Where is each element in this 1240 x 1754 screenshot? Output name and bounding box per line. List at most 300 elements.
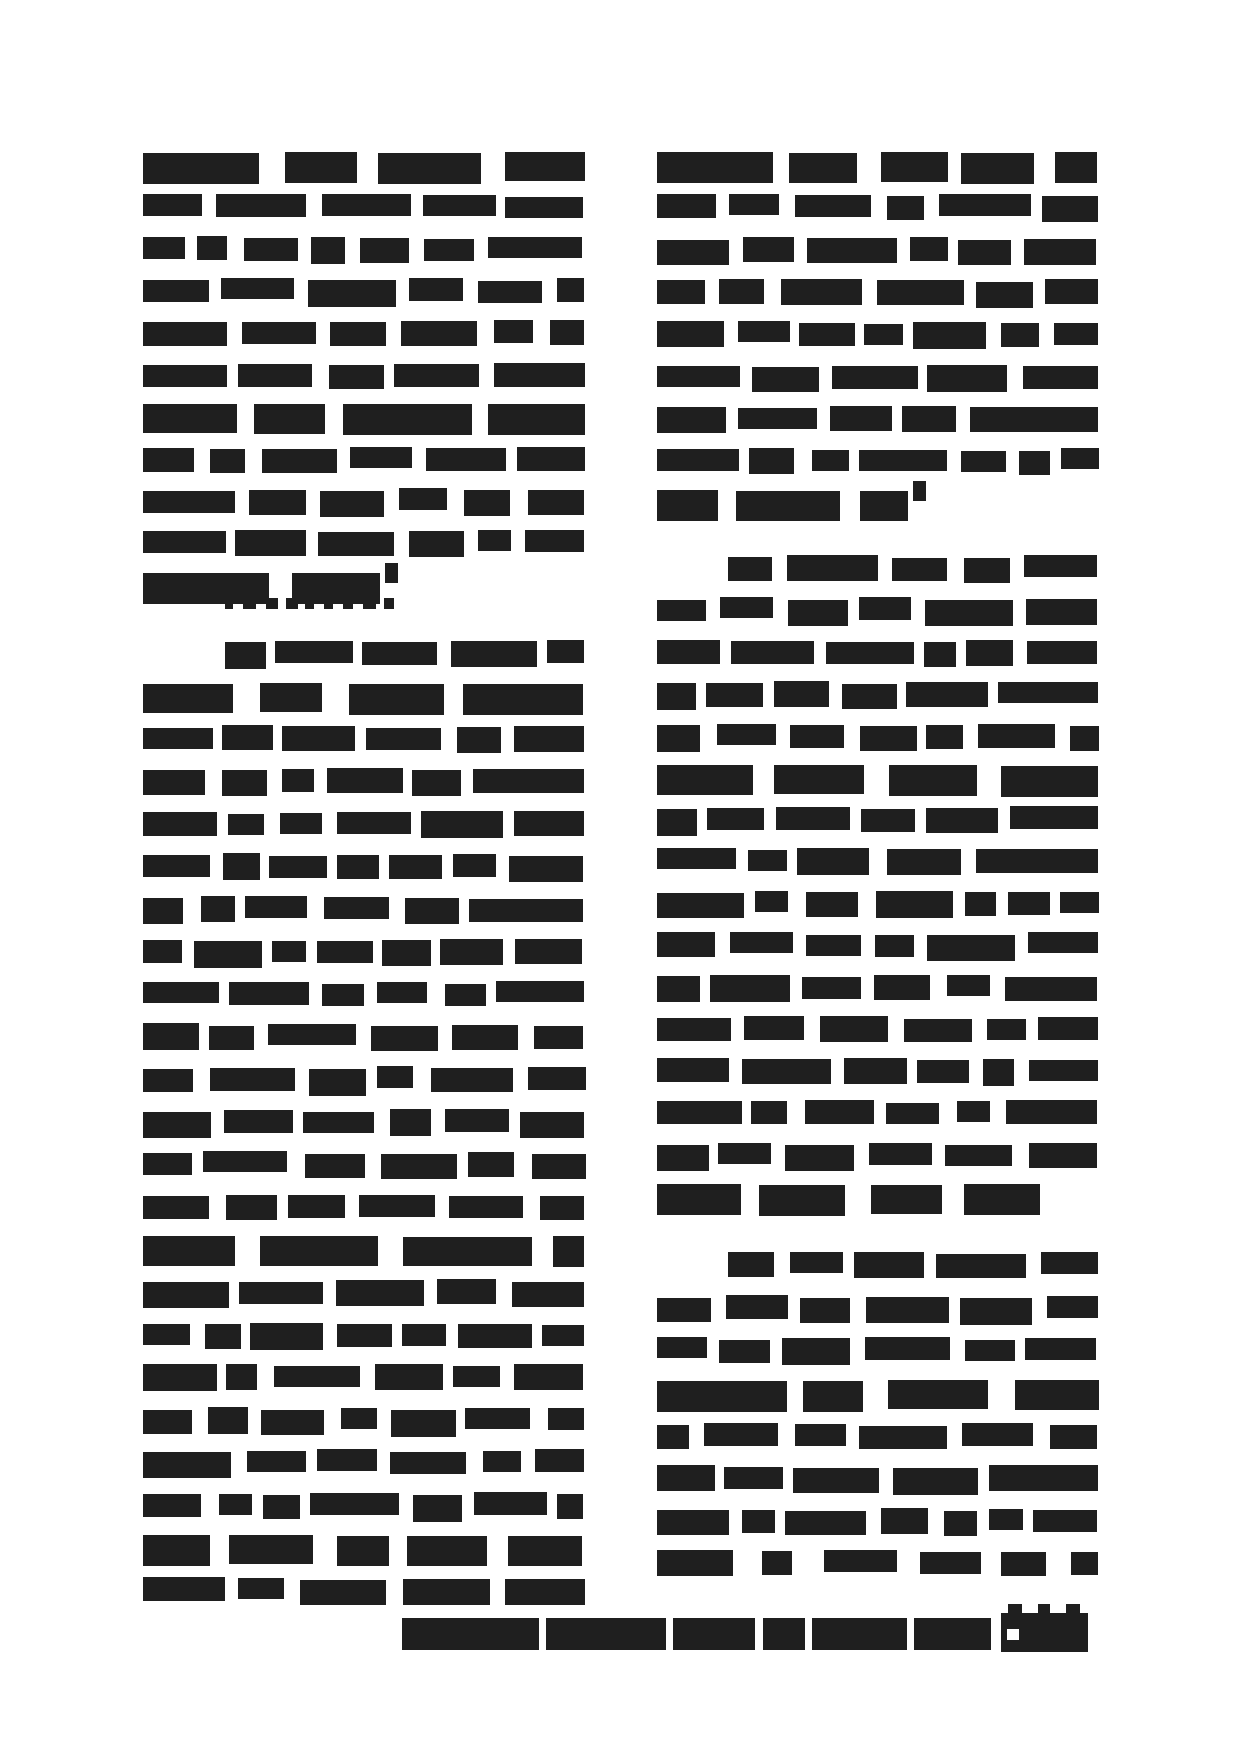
redacted-word — [512, 1282, 584, 1307]
redacted-text-line — [143, 152, 584, 183]
redacted-word — [892, 558, 947, 581]
redacted-word — [308, 280, 396, 307]
redacted-text-line — [657, 681, 1098, 708]
redacted-word — [341, 1408, 377, 1429]
redacted-word — [505, 197, 583, 218]
redacted-word — [143, 1494, 201, 1517]
redacted-word — [657, 280, 705, 304]
redacted-word — [790, 725, 844, 748]
redacted-word — [759, 1185, 845, 1216]
redacted-word — [349, 684, 444, 715]
redacted-word — [542, 1325, 584, 1346]
redacted-word — [958, 240, 1011, 265]
redacted-text-line — [657, 890, 1098, 917]
redacted-word — [657, 1145, 709, 1171]
redacted-word — [262, 449, 337, 473]
redacted-word — [375, 1364, 443, 1390]
redacted-word — [225, 642, 266, 669]
redacted-word — [795, 195, 871, 217]
redacted-text-line — [143, 1109, 584, 1136]
redacted-word — [377, 982, 427, 1003]
redacted-word — [889, 765, 977, 796]
redacted-text-line — [143, 683, 584, 714]
redacted-word — [363, 598, 376, 609]
redacted-word — [731, 641, 814, 664]
redacted-word — [920, 1552, 981, 1574]
redacted-word — [832, 366, 918, 389]
redacted-word — [336, 1280, 424, 1306]
redacted-word — [222, 770, 267, 796]
redacted-word — [547, 640, 584, 663]
redacted-word — [989, 1509, 1023, 1530]
redacted-word — [842, 684, 897, 709]
redacted-word — [1001, 323, 1039, 347]
redacted-word — [260, 683, 322, 712]
redacted-word — [409, 531, 464, 557]
redacted-word — [704, 1423, 778, 1446]
redacted-word — [728, 557, 772, 581]
redacted-word — [913, 322, 986, 349]
redacted-word — [242, 322, 316, 344]
footer-word — [402, 1618, 539, 1650]
paragraph — [143, 0, 584, 1754]
redacted-word — [1070, 726, 1099, 751]
redacted-word — [243, 598, 256, 609]
footer-word — [546, 1618, 666, 1650]
redacted-word — [876, 891, 953, 918]
redacted-word — [464, 490, 510, 516]
redacted-word — [1001, 1552, 1046, 1576]
redacted-word — [729, 194, 779, 215]
redacted-word — [864, 324, 903, 345]
redacted-word — [957, 1101, 990, 1122]
redacted-word — [719, 1340, 770, 1363]
redacted-word — [657, 1018, 731, 1041]
redacted-word — [143, 322, 227, 346]
redacted-word — [961, 153, 1034, 184]
redacted-word — [548, 1408, 584, 1430]
redacted-word — [657, 1550, 733, 1576]
redacted-word — [782, 1338, 850, 1365]
redacted-word — [869, 1143, 932, 1165]
redacted-word — [413, 1495, 462, 1522]
redacted-word — [865, 1337, 950, 1360]
redacted-word — [960, 1298, 1032, 1325]
redacted-word — [453, 1366, 500, 1387]
redacted-word — [738, 321, 790, 342]
redacted-text-line — [657, 1016, 1098, 1043]
redacted-word — [474, 1492, 547, 1515]
redacted-word — [800, 1298, 850, 1323]
redacted-word — [657, 976, 700, 1002]
redacted-word — [748, 850, 787, 871]
paragraph — [143, 0, 584, 1754]
redacted-word — [724, 1467, 783, 1489]
footnote-superscript-mark — [913, 481, 926, 501]
redacted-word — [382, 940, 431, 966]
redacted-word — [1027, 641, 1097, 664]
redacted-word — [337, 1324, 392, 1347]
redacted-word — [343, 598, 353, 609]
redacted-word — [280, 813, 322, 834]
redacted-text-line — [657, 1550, 1098, 1577]
redacted-word — [797, 848, 869, 875]
redacted-word — [305, 1154, 365, 1178]
redacted-word — [324, 897, 389, 919]
redacted-word — [143, 684, 233, 713]
redacted-word — [360, 238, 409, 263]
paragraph — [657, 0, 1098, 1754]
redacted-text-line — [143, 1194, 584, 1221]
redacted-word — [976, 282, 1033, 308]
redacted-text-line — [143, 1535, 584, 1566]
redacted-text-line — [728, 555, 1098, 582]
redacted-word — [402, 1324, 446, 1346]
redacted-word — [238, 364, 312, 387]
redacted-word — [143, 728, 213, 749]
redacted-word — [738, 408, 817, 429]
redacted-word — [657, 1381, 787, 1412]
redacted-word — [322, 984, 364, 1006]
redacted-word — [235, 530, 306, 556]
redacted-text-line — [143, 1151, 584, 1178]
redacted-word — [282, 726, 355, 751]
redacted-word — [945, 1145, 1012, 1166]
redacted-word — [405, 898, 459, 924]
redacted-word — [261, 1410, 324, 1435]
redacted-word — [229, 1535, 313, 1564]
redacted-text-line — [657, 321, 1098, 348]
redacted-word — [706, 683, 763, 707]
redacted-word — [143, 448, 194, 472]
redacted-word — [532, 1154, 586, 1179]
redacted-word — [437, 1279, 496, 1304]
redacted-word — [557, 278, 584, 302]
redacted-word — [744, 1016, 804, 1040]
redacted-text-line — [657, 1508, 1098, 1535]
redacted-word — [337, 1536, 389, 1566]
redacted-text-line — [657, 1142, 1098, 1169]
redacted-word — [194, 941, 262, 968]
redacted-word — [887, 849, 961, 875]
redacted-word — [1061, 448, 1099, 469]
redacted-text-line — [657, 152, 1098, 183]
redacted-text-line — [143, 768, 584, 795]
redacted-word — [774, 765, 864, 794]
redacted-text-line — [657, 806, 1098, 833]
redacted-word — [210, 449, 245, 473]
redacted-word — [263, 1495, 300, 1519]
redacted-word — [143, 491, 235, 513]
redacted-word — [824, 1550, 897, 1572]
redacted-word — [421, 811, 503, 838]
footer-word — [763, 1618, 805, 1650]
redacted-word — [143, 1577, 225, 1601]
redacted-word — [451, 641, 537, 667]
redacted-text-line — [657, 194, 1098, 221]
redacted-text-line — [657, 974, 1098, 1001]
redacted-text-line — [657, 1295, 1098, 1322]
footnote-superscript-mark — [385, 563, 398, 583]
redacted-text-line — [657, 1380, 1098, 1411]
redacted-word — [143, 982, 219, 1003]
redacted-word — [657, 1101, 742, 1124]
redacted-word — [965, 1340, 1015, 1361]
redacted-word — [861, 809, 915, 832]
redacted-word — [726, 1295, 788, 1319]
redacted-word — [1042, 196, 1098, 222]
redacted-word — [866, 1297, 949, 1323]
redacted-word — [378, 153, 481, 184]
redacted-word — [362, 642, 437, 665]
redacted-text-line — [143, 725, 584, 752]
redacted-word — [927, 365, 1007, 392]
redacted-word — [223, 853, 260, 880]
redacted-text-line — [143, 1577, 584, 1604]
redacted-word — [292, 573, 380, 604]
redacted-word — [720, 597, 773, 618]
redacted-word — [788, 600, 848, 626]
redacted-text-line — [143, 194, 584, 221]
redacted-word — [286, 598, 298, 609]
redacted-word — [1025, 1338, 1096, 1360]
redacted-word — [707, 808, 764, 830]
redacted-word — [657, 449, 739, 471]
redacted-word — [458, 1324, 532, 1348]
redacted-word — [249, 490, 306, 515]
redacted-text-line — [657, 490, 907, 521]
redacted-word — [329, 365, 384, 389]
redacted-word — [288, 1195, 345, 1218]
redacted-word — [394, 364, 479, 387]
redacted-word — [781, 279, 862, 305]
redacted-text-line — [143, 853, 584, 880]
redacted-word — [776, 807, 850, 830]
redacted-word — [1024, 555, 1097, 577]
redacted-word — [774, 681, 829, 707]
redacted-word — [987, 1019, 1026, 1040]
redacted-word — [978, 724, 1055, 748]
redacted-word — [799, 323, 855, 346]
redacted-word — [812, 450, 849, 471]
publisher-logo — [1001, 1604, 1088, 1652]
redacted-word — [143, 573, 269, 604]
redacted-word — [143, 1069, 193, 1092]
redacted-word — [944, 1511, 977, 1536]
redacted-word — [478, 530, 511, 551]
redacted-word — [983, 1059, 1014, 1086]
redacted-word — [407, 1536, 487, 1566]
redacted-text-line — [143, 1236, 584, 1267]
redacted-word — [657, 1425, 689, 1449]
redacted-word — [412, 770, 461, 796]
redacted-word — [505, 1579, 585, 1605]
redacted-word — [483, 1451, 521, 1472]
redacted-word — [657, 725, 700, 752]
redacted-word — [300, 1580, 386, 1605]
redacted-word — [350, 447, 412, 468]
redacted-word — [535, 1449, 584, 1472]
redacted-word — [229, 982, 309, 1005]
redacted-word — [719, 279, 764, 304]
redacted-word — [1038, 1017, 1098, 1040]
redacted-word — [494, 320, 533, 343]
redacted-word — [902, 406, 956, 432]
redacted-word — [553, 1236, 584, 1267]
redacted-word — [238, 1578, 284, 1599]
footer-word — [673, 1618, 755, 1650]
redacted-word — [657, 1337, 707, 1358]
redacted-text-line — [143, 811, 584, 838]
redacted-word — [998, 682, 1098, 703]
redacted-word — [936, 1254, 1026, 1278]
redacted-text-line — [657, 237, 1098, 264]
redacted-word — [143, 194, 202, 216]
redacted-word — [440, 939, 503, 965]
redacted-word — [755, 891, 788, 912]
redacted-word — [877, 280, 964, 305]
redacted-text-line — [143, 404, 584, 435]
redacted-word — [1001, 766, 1098, 797]
redacted-word — [203, 1151, 287, 1172]
redacted-word — [381, 1154, 457, 1179]
redacted-word — [247, 1451, 306, 1472]
redacted-word — [468, 1152, 514, 1177]
redacted-word — [657, 1510, 729, 1535]
redacted-word — [143, 1535, 210, 1566]
redacted-word — [906, 682, 988, 707]
logo-hole — [1007, 1629, 1019, 1640]
redacted-word — [275, 641, 353, 663]
redacted-word — [657, 1465, 715, 1491]
redacted-word — [250, 1323, 323, 1350]
redacted-word — [222, 725, 273, 750]
redacted-word — [881, 152, 948, 182]
redacted-word — [1054, 323, 1098, 345]
redacted-word — [657, 194, 716, 218]
redacted-word — [327, 768, 403, 793]
redacted-word — [473, 769, 584, 793]
redacted-word — [860, 491, 908, 521]
redacted-word — [208, 1407, 248, 1434]
redacted-word — [743, 237, 794, 262]
redacted-word — [1023, 366, 1098, 389]
redacted-word — [826, 642, 914, 664]
redacted-word — [143, 237, 185, 259]
redacted-word — [657, 366, 740, 387]
redacted-word — [305, 598, 314, 609]
redacted-word — [266, 598, 278, 609]
redacted-word — [1045, 279, 1098, 304]
redacted-word — [730, 932, 793, 953]
redacted-word — [371, 1026, 438, 1051]
redacted-word — [1029, 1060, 1098, 1081]
redacted-word — [961, 451, 1006, 472]
redacted-word — [269, 856, 327, 878]
redacted-word — [871, 1185, 942, 1214]
redacted-word — [508, 1536, 582, 1566]
redacted-word — [303, 1112, 374, 1133]
redacted-word — [244, 238, 298, 261]
redacted-word — [970, 407, 1098, 432]
redacted-word — [359, 1195, 435, 1217]
redacted-text-line — [657, 279, 1098, 306]
redacted-word — [820, 1016, 888, 1042]
redacted-word — [787, 555, 878, 581]
redacted-word — [806, 892, 858, 917]
redacted-word — [317, 941, 373, 963]
redacted-word — [976, 849, 1098, 873]
redacted-word — [337, 855, 379, 879]
redacted-word — [749, 448, 794, 474]
redacted-word — [228, 814, 264, 835]
redacted-word — [318, 532, 394, 556]
redacted-word — [736, 491, 840, 521]
redacted-word — [1008, 892, 1050, 915]
footer-word — [812, 1618, 907, 1650]
redacted-text-line — [143, 530, 584, 557]
redacted-word — [1055, 152, 1097, 183]
redacted-word — [409, 278, 463, 301]
redacted-text-line — [657, 1100, 1098, 1127]
redacted-word — [964, 558, 1010, 583]
redacted-word — [893, 1468, 978, 1495]
redacted-word — [1050, 1425, 1097, 1449]
redacted-text-line — [143, 938, 584, 965]
redacted-word — [426, 448, 506, 471]
redacted-word — [453, 854, 496, 877]
redacted-word — [282, 769, 314, 792]
redacted-word — [785, 1145, 854, 1171]
redacted-word — [496, 981, 584, 1002]
redacted-word — [488, 404, 585, 435]
redacted-word — [424, 239, 474, 261]
redacted-word — [752, 367, 819, 392]
redacted-word — [330, 322, 386, 346]
redacted-word — [710, 975, 790, 1002]
redacted-word — [143, 365, 227, 387]
redacted-word — [226, 1364, 257, 1390]
redacted-word — [423, 195, 496, 216]
redacted-word — [143, 1236, 235, 1266]
redacted-word — [343, 404, 472, 435]
redacted-word — [657, 240, 729, 265]
redacted-word — [1071, 1552, 1098, 1575]
paragraph — [657, 0, 1098, 1754]
redacted-text-line — [143, 236, 584, 263]
redacted-word — [1028, 932, 1098, 953]
redacted-word — [534, 1026, 583, 1049]
redacted-text-line — [657, 448, 1098, 475]
redacted-text-line — [225, 640, 584, 667]
redacted-word — [657, 640, 720, 664]
redacted-word — [143, 770, 205, 795]
redacted-word — [966, 640, 1013, 666]
redacted-word — [657, 848, 736, 869]
redacted-word — [390, 1452, 466, 1474]
redacted-word — [657, 152, 773, 183]
redacted-word — [285, 152, 357, 183]
redacted-word — [488, 237, 582, 258]
redacted-word — [742, 1059, 831, 1084]
redacted-word — [309, 1069, 366, 1096]
redacted-text-line — [143, 446, 584, 473]
redacted-word — [143, 812, 217, 836]
redacted-word — [401, 321, 477, 346]
redacted-word — [550, 320, 584, 345]
redacted-word — [143, 1410, 192, 1434]
redacted-word — [881, 1508, 928, 1534]
